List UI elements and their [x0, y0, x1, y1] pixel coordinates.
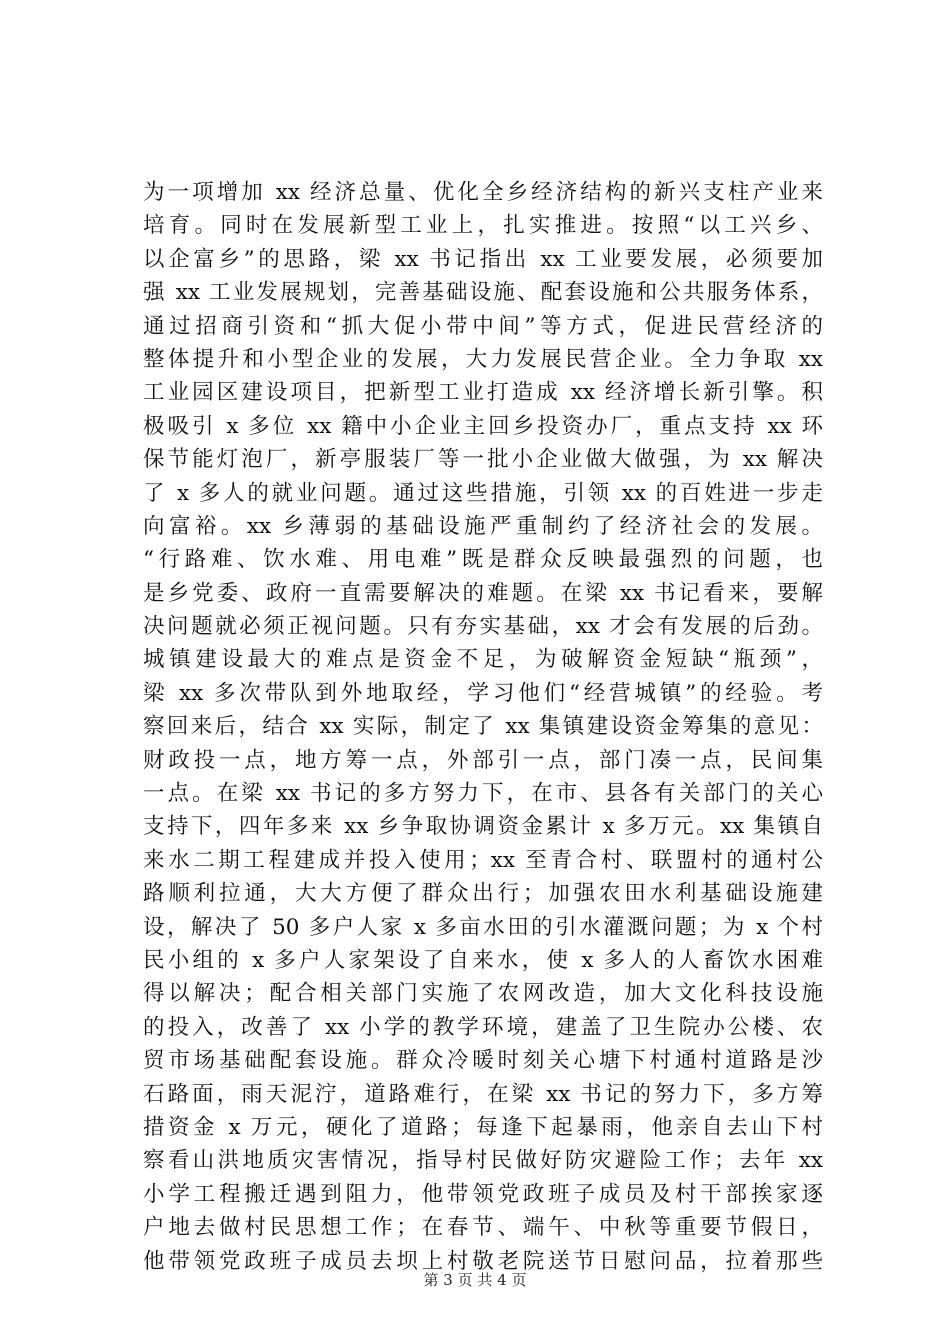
text-line: 石路面，雨天泥泞，道路难行，在梁 xx 书记的努力下，多方筹 — [143, 1081, 823, 1107]
text-line: 他带领党政班子成员去坝上村敬老院送节日慰问品，拉着那些 — [143, 1248, 823, 1274]
text-line: 贸市场基础配套设施。群众冷暖时刻关心塘下村通村道路是沙 — [143, 1048, 823, 1074]
text-line: 梁 xx 多次带队到外地取经，学习他们“经营城镇”的经验。考 — [143, 680, 823, 706]
text-line: 向富裕。xx 乡薄弱的基础设施严重制约了经济社会的发展。 — [143, 513, 823, 539]
text-line: “行路难、饮水难、用电难”既是群众反映最强烈的问题，也 — [143, 547, 823, 573]
text-line: 措资金 x 万元，硬化了道路；每逢下起暴雨，他亲自去山下村 — [143, 1114, 823, 1140]
text-line: 为一项增加 xx 经济总量、优化全乡经济结构的新兴支柱产业来 — [143, 180, 823, 205]
text-line: 民小组的 x 多户人家架设了自来水，使 x 多人的人畜饮水困难 — [143, 947, 823, 973]
text-line: 工业园区建设项目，把新型工业打造成 xx 经济增长新引擎。积 — [143, 380, 823, 406]
text-line: 财政投一点，地方筹一点，外部引一点，部门凑一点，民间集 — [143, 747, 823, 773]
body-paragraph — [143, 176, 823, 1278]
text-line: 城镇建设最大的难点是资金不足，为破解资金短缺“瓶颈”， — [143, 647, 823, 673]
text-line: 以企富乡”的思路，梁 xx 书记指出 xx 工业要发展，必须要加 — [143, 246, 823, 272]
text-line: 路顺利拉通，大大方便了群众出行；加强农田水利基础设施建 — [143, 881, 823, 907]
text-line: 强 xx 工业发展规划，完善基础设施、配套设施和公共服务体系， — [143, 280, 823, 306]
text-line: 支持下，四年多来 xx 乡争取协调资金累计 x 多万元。xx 集镇自 — [143, 814, 823, 840]
text-line: 整体提升和小型企业的发展，大力发展民营企业。全力争取 xx — [143, 346, 823, 372]
text-line: 得以解决；配合相关部门实施了农网改造，加大文化科技设施 — [143, 981, 823, 1007]
text-line: 察看山洪地质灾害情况，指导村民做好防灾避险工作；去年 xx — [143, 1148, 823, 1174]
page-number-footer: 第 3 页 共 4 页 — [423, 1271, 527, 1289]
text-line: 是乡党委、政府一直需要解决的难题。在梁 xx 书记看来，要解 — [143, 580, 823, 606]
text-line: 了 x 多人的就业问题。通过这些措施，引领 xx 的百姓进一步走 — [143, 480, 823, 506]
text-line: 设，解决了 50 多户人家 x 多亩水田的引水灌溉问题；为 x 个村 — [143, 914, 823, 940]
text-line: 来水二期工程建成并投入使用；xx 至青合村、联盟村的通村公 — [143, 847, 823, 873]
text-line: 一点。在梁 xx 书记的多方努力下，在市、县各有关部门的关心 — [143, 781, 823, 807]
text-line: 户地去做村民思想工作；在春节、端午、中秋等重要节假日， — [143, 1215, 823, 1241]
text-line: 小学工程搬迁遇到阻力，他带领党政班子成员及村干部挨家逐 — [143, 1181, 823, 1207]
text-line: 保节能灯泡厂，新亭服装厂等一批小企业做大做强，为 xx 解决 — [143, 447, 823, 473]
text-line: 的投入，改善了 xx 小学的教学环境，建盖了卫生院办公楼、农 — [143, 1014, 823, 1040]
text-line: 极吸引 x 多位 xx 籍中小企业主回乡投资办厂，重点支持 xx 环 — [143, 413, 823, 439]
text-line: 决问题就必须正视问题。只有夯实基础，xx 才会有发展的后劲。 — [143, 614, 823, 640]
text-line: 通过招商引资和“抓大促小带中间”等方式，促进民营经济的 — [143, 313, 823, 339]
text-line: 察回来后，结合 xx 实际，制定了 xx 集镇建设资金筹集的意见： — [143, 714, 823, 740]
text-line: 培育。同时在发展新型工业上，扎实推进。按照“以工兴乡、 — [143, 213, 823, 239]
